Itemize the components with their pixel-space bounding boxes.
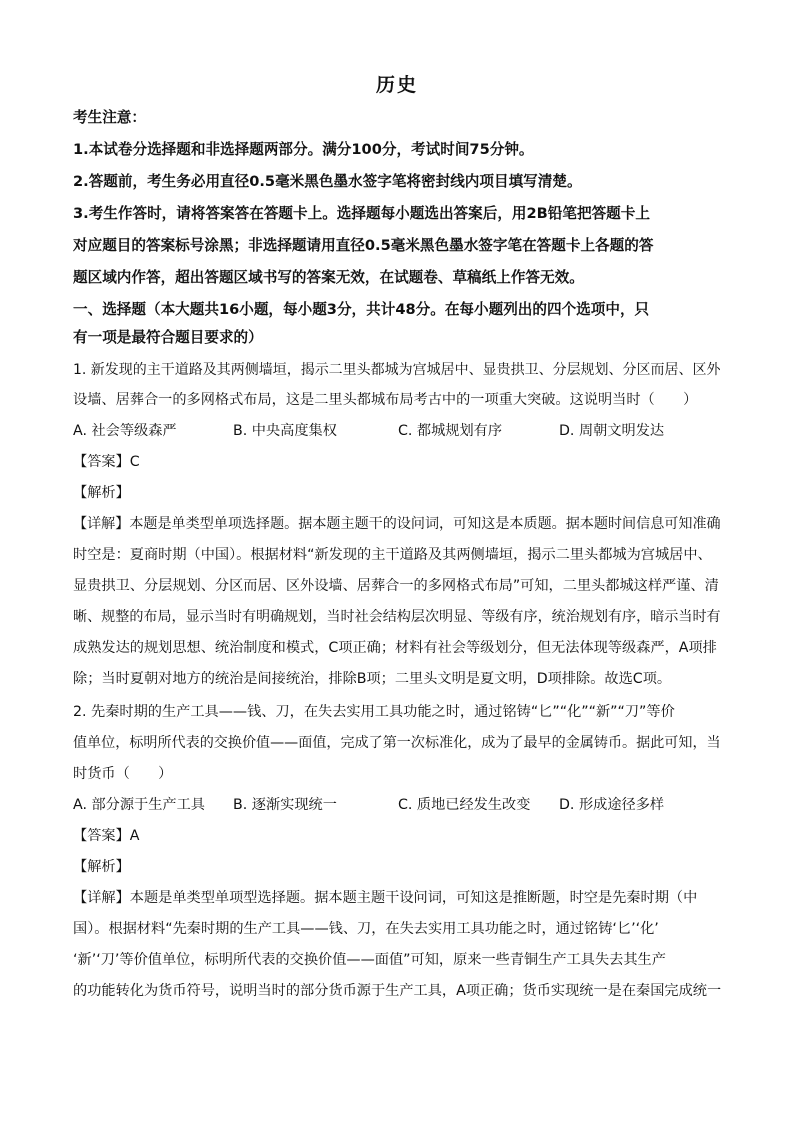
q2-option-a: A. 部分源于生产工具 [73,797,205,813]
q2-stem-line-3: 时货币（ ） [73,766,173,782]
q1-option-a: A. 社会等级森严 [73,423,177,439]
q1-option-c: C. 都城规划有序 [398,423,503,439]
q1-answer [73,452,140,472]
answer-label: 【答案】 [73,828,130,844]
q1-detail-line-5: 成熟发达的规划思想、统治制度和模式，C项正确；材料有社会等级划分，但无法体现等级森严，A项排 [73,640,717,656]
notice-item-1: 1.本试卷分选择题和非选择题两部分。满分100分，考试时间75分钟。 [73,141,534,158]
q1-analysis-label: 【解析】 [73,485,130,501]
q2-answer [73,826,139,846]
notice-item-3-cont-1: 对应题目的答案标号涂黑；非选择题请用直径0.5毫米黑色墨水签字笔在答题卡上各题的答 [73,237,654,254]
q1-detail-line-6: 除；当时夏朝对地方的统治是间接统治，排除B项；二里头文明是夏文明，D项排除。故选C项。 [73,671,672,687]
q2-analysis-label: 【解析】 [73,859,130,875]
q2-detail-line-2: 国）。根据材料“先秦时期的生产工具——钱、刀，在失去实用工具功能之时，通过铭铸‘匕’‘化’ [73,921,659,937]
notice-item-3-cont-2: 题区域内作答，超出答题区域书写的答案无效，在试题卷、草稿纸上作答无效。 [73,269,584,286]
section-heading-cont: 有一项是最符合题目要求的） [73,329,263,346]
q1-stem-line-2: 设墙、居葬合一的多网格式布局，这是二里头都城布局考古中的一项重大突破。这说明当时（ ） [73,392,698,408]
q1-detail-line-4: 晰、规整的布局，显示当时有明确规划，当时社会结构层次明显、等级有序，统治规划有序，暗示当时有 [73,609,721,625]
q2-detail-line-1: 【详解】本题是单类型单项型选择题。据本题主题干设问词，可知这是推断题，时空是先秦时期（中 [73,890,698,906]
answer-value: C [129,454,140,470]
notice-item-2: 2.答题前，考生务必用直径0.5毫米黑色墨水签字笔将密封线内项目填写清楚。 [73,173,582,190]
q2-option-d: D. 形成途径多样 [559,797,665,813]
q1-detail-line-2: 时空是：夏商时期（中国）。根据材料“新发现的主干道路及其两侧墙垣，揭示二里头都城为宫城居中、 [73,547,712,563]
page-title: 历史 [375,74,418,96]
q1-option-b: B. 中央高度集权 [233,423,337,439]
q2-option-c: C. 质地已经发生改变 [398,797,531,813]
notice-item-3: 3.考生作答时，请将答案答在答题卡上。选择题每小题选出答案后，用2B铅笔把答题卡上 [73,205,650,222]
q2-stem-line-1: 2. 先秦时期的生产工具——钱、刀，在失去实用工具功能之时，通过铭铸“匕”“化”“新”“刀”等价 [73,704,675,720]
answer-value: A [129,828,140,844]
q1-detail-line-1: 【详解】本题是单类型单项选择题。据本题主题干的设问词，可知这是本质题。据本题时间信息可知准确 [73,516,721,532]
q2-option-b: B. 逐渐实现统一 [233,797,337,813]
q1-option-d: D. 周朝文明发达 [559,423,665,439]
answer-label: 【答案】 [73,454,130,470]
q1-detail-line-3: 显贵拱卫、分层规划、分区而居、区外设墙、居葬合一的多网格式布局”可知，二里头都城这样严谨、清 [73,578,719,594]
q2-detail-line-3: ‘新’‘刀’等价值单位，标明所代表的交换价值——面值”可知，原来一些青铜生产工具失去其生产 [73,952,666,968]
section-heading: 一、选择题（本大题共16小题，每小题3分，共计48分。在每小题列出的四个选项中，只 [73,301,650,318]
notice-heading: 考生注意： [73,109,146,126]
q1-stem-line-1: 1. 新发现的主干道路及其两侧墙垣，揭示二里头都城为宫城居中、显贵拱卫、分层规划、分区而居、区外 [73,362,721,378]
q2-stem-line-2: 值单位，标明所代表的交换价值——面值，完成了第一次标准化，成为了最早的金属铸币。据此可知，当 [73,735,721,751]
q2-detail-line-4: 的功能转化为货币符号，说明当时的部分货币源于生产工具，A项正确；货币实现统一是在秦国完成统一 [73,983,722,999]
